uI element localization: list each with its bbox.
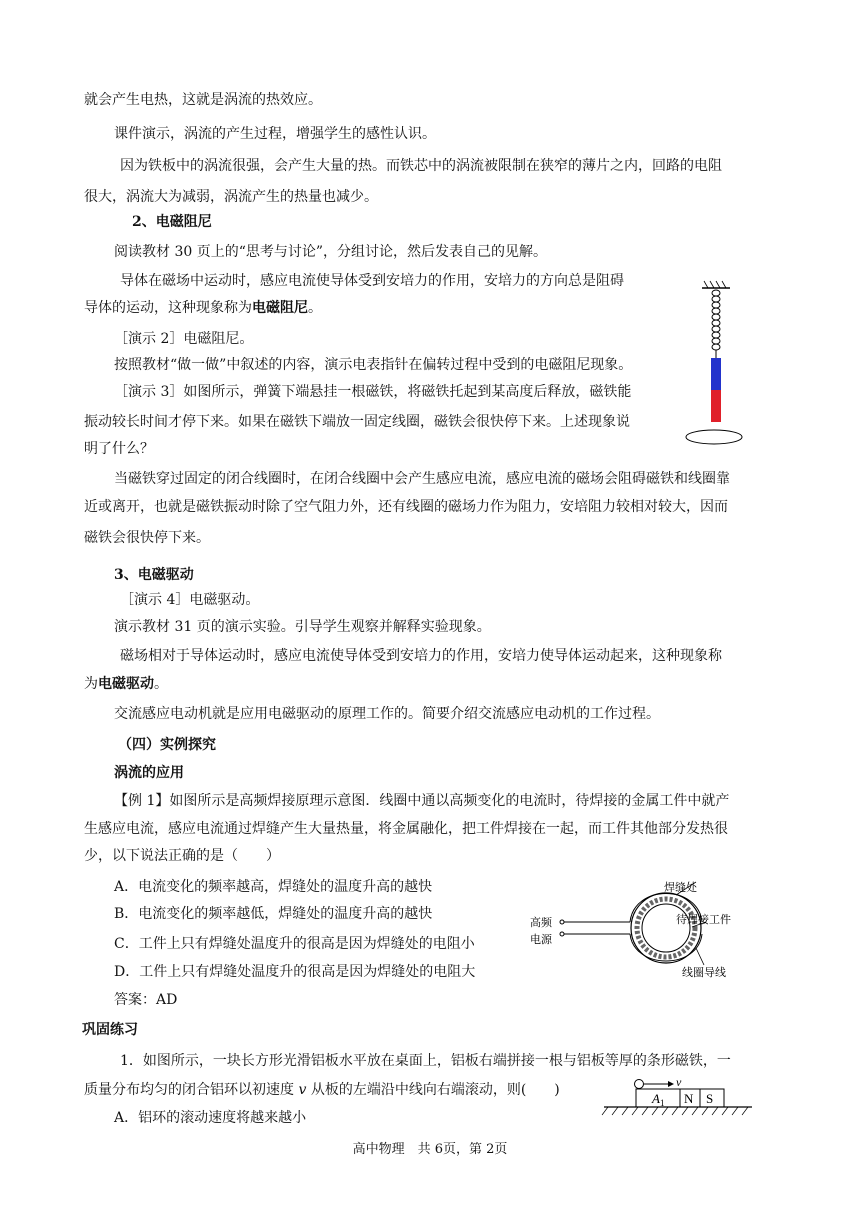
text-span: 。 (308, 300, 322, 316)
text-line: 1．如图所示，一块长方形光滑铝板水平放在桌面上，铝板右端拼接一根与铝板等厚的条形磁铁，一 (120, 1053, 731, 1069)
text-line: 因为铁板中的涡流很强，会产生大量的热。而铁芯中的涡流被限制在狭窄的薄片之内，回路的电阻 (120, 158, 722, 174)
text-line (84, 674, 168, 694)
answer: 答案：AD (114, 992, 178, 1008)
workpiece-label: 待焊接工件 (676, 913, 731, 926)
s-pole-label: S (706, 1091, 714, 1106)
text-span: 。 (154, 676, 168, 692)
source-label-1: 高频 (530, 916, 552, 929)
option-c: C．工件上只有焊缝处温度升的很高是因为焊缝处的电阻小 (114, 936, 475, 952)
workpiece-ring-icon (631, 893, 701, 963)
text-line: 近或离开，也就是磁铁振动时除了空气阻力外，还有线圈的磁场力作为阻力，安培阻力较相对较大，因而 (84, 499, 728, 515)
text-line: 磁铁会很快停下来。 (84, 530, 210, 546)
velocity-symbol: v (298, 1082, 307, 1098)
text-line (84, 298, 322, 318)
text-line: 阅读教材 30 页上的“思考与讨论”，分组讨论，然后发表自己的见解。 (114, 244, 548, 260)
text-line: 导体在磁场中运动时，感应电流使导体受到安培力的作用，安培力的方向总是阻碍 (120, 273, 624, 289)
v-label: v (676, 1075, 682, 1089)
text-line: 按照教材“做一做”中叙述的内容，演示电表指针在偏转过程中受到的电磁阻尼现象。 (114, 357, 633, 373)
option-d: D．工件上只有焊缝处温度升的很高是因为焊缝处的电阻大 (114, 964, 476, 980)
coil-ring-icon (686, 430, 742, 444)
text-line: ［演示 3］如图所示，弹簧下端悬挂一根磁铁，将磁铁托起到某高度后释放，磁铁能 (114, 384, 632, 400)
page-footer: 高中物理 共 6页，第 2页 (352, 1142, 508, 1157)
text-line: 生感应电流，感应电流通过焊缝产生大量热量，将金属融化，把工件焊接在一起，而工件其他部分发热很 (84, 821, 728, 837)
coil-label: 线圈导线 (682, 966, 726, 979)
ceiling-icon (702, 281, 730, 288)
option-b: B．电流变化的频率越低，焊缝处的温度升高的越快 (114, 906, 433, 922)
section-heading: 3、电磁驱动 (114, 567, 194, 583)
coil-pointer (696, 948, 704, 965)
source-label-2: 电源 (530, 933, 552, 946)
text-line: 振动较长时间才停下来。如果在磁铁下端放一固定线圈，磁铁会很快停下来。上述现象说 (84, 414, 630, 430)
section-heading: 巩固练习 (82, 1022, 138, 1038)
text-line: 当磁铁穿过固定的闭合线圈时，在闭合线圈中会产生感应电流，感应电流的磁场会阻碍磁铁和线圈靠 (114, 471, 730, 487)
section-heading: 涡流的应用 (114, 765, 184, 781)
term-bold: 电磁驱动 (98, 676, 154, 692)
text-line: A．铝环的滚动速度将越来越小 (114, 1110, 307, 1126)
bar-magnet-icon (711, 358, 721, 422)
plate-magnet-figure (598, 1070, 756, 1120)
text-line: 少，以下说法正确的是（ ） (84, 848, 280, 864)
text-line: 就会产生电热，这就是涡流的热效应。 (84, 92, 322, 108)
spring-magnet-figure (680, 280, 752, 450)
text-line: 课件演示，涡流的产生过程，增强学生的感性认识。 (114, 126, 436, 142)
section-heading: （四）实例探究 (118, 737, 216, 753)
text-span: 导体的运动，这种现象称为 (84, 300, 252, 316)
text-line: 磁场相对于导体运动时，感应电流使导体受到安培力的作用，安培力使导体运动起来，这种现象称 (120, 648, 722, 664)
text-line: 很大，涡流大为减弱，涡流产生的热量也减少。 (84, 189, 378, 205)
text-line: 【例 1】如图所示是高频焊接原理示意图．线圈中通以高频变化的电流时，待焊接的金属工件中就产 (114, 793, 730, 809)
text-line: ［演示 2］电磁阻尼。 (114, 331, 254, 347)
term-bold: 电磁阻尼 (252, 300, 308, 316)
text-span: 质量分布均匀的闭合铝环以初速度 (84, 1082, 299, 1098)
n-pole-label: N (684, 1091, 694, 1106)
table-hatch-icon (602, 1107, 748, 1115)
text-line: 明了什么？ (84, 441, 154, 457)
plate-letter: A (652, 1091, 660, 1106)
text-span: 从板的左端沿中线向右端滚动，则( ) (306, 1082, 560, 1098)
section-heading: 2、电磁阻尼 (132, 214, 212, 230)
spring-icon (712, 290, 720, 358)
text-line: 演示教材 31 页的演示实验。引导学生观察并解释实验现象。 (114, 619, 491, 635)
plate-subscript: 1 (659, 1098, 665, 1108)
text-span: 为 (84, 676, 98, 692)
option-a: A．电流变化的频率越高，焊缝处的温度升高的越快 (114, 879, 433, 895)
ring-and-arrow-icon (635, 1080, 675, 1089)
welding-figure (526, 872, 772, 990)
text-line: 交流感应电动机就是应用电磁驱动的原理工作的。简要介绍交流感应电动机的工作过程。 (114, 706, 660, 722)
seam-label: 焊缝处 (664, 881, 697, 894)
text-line: ［演示 4］电磁驱动。 (120, 592, 260, 608)
text-line (84, 1080, 560, 1100)
